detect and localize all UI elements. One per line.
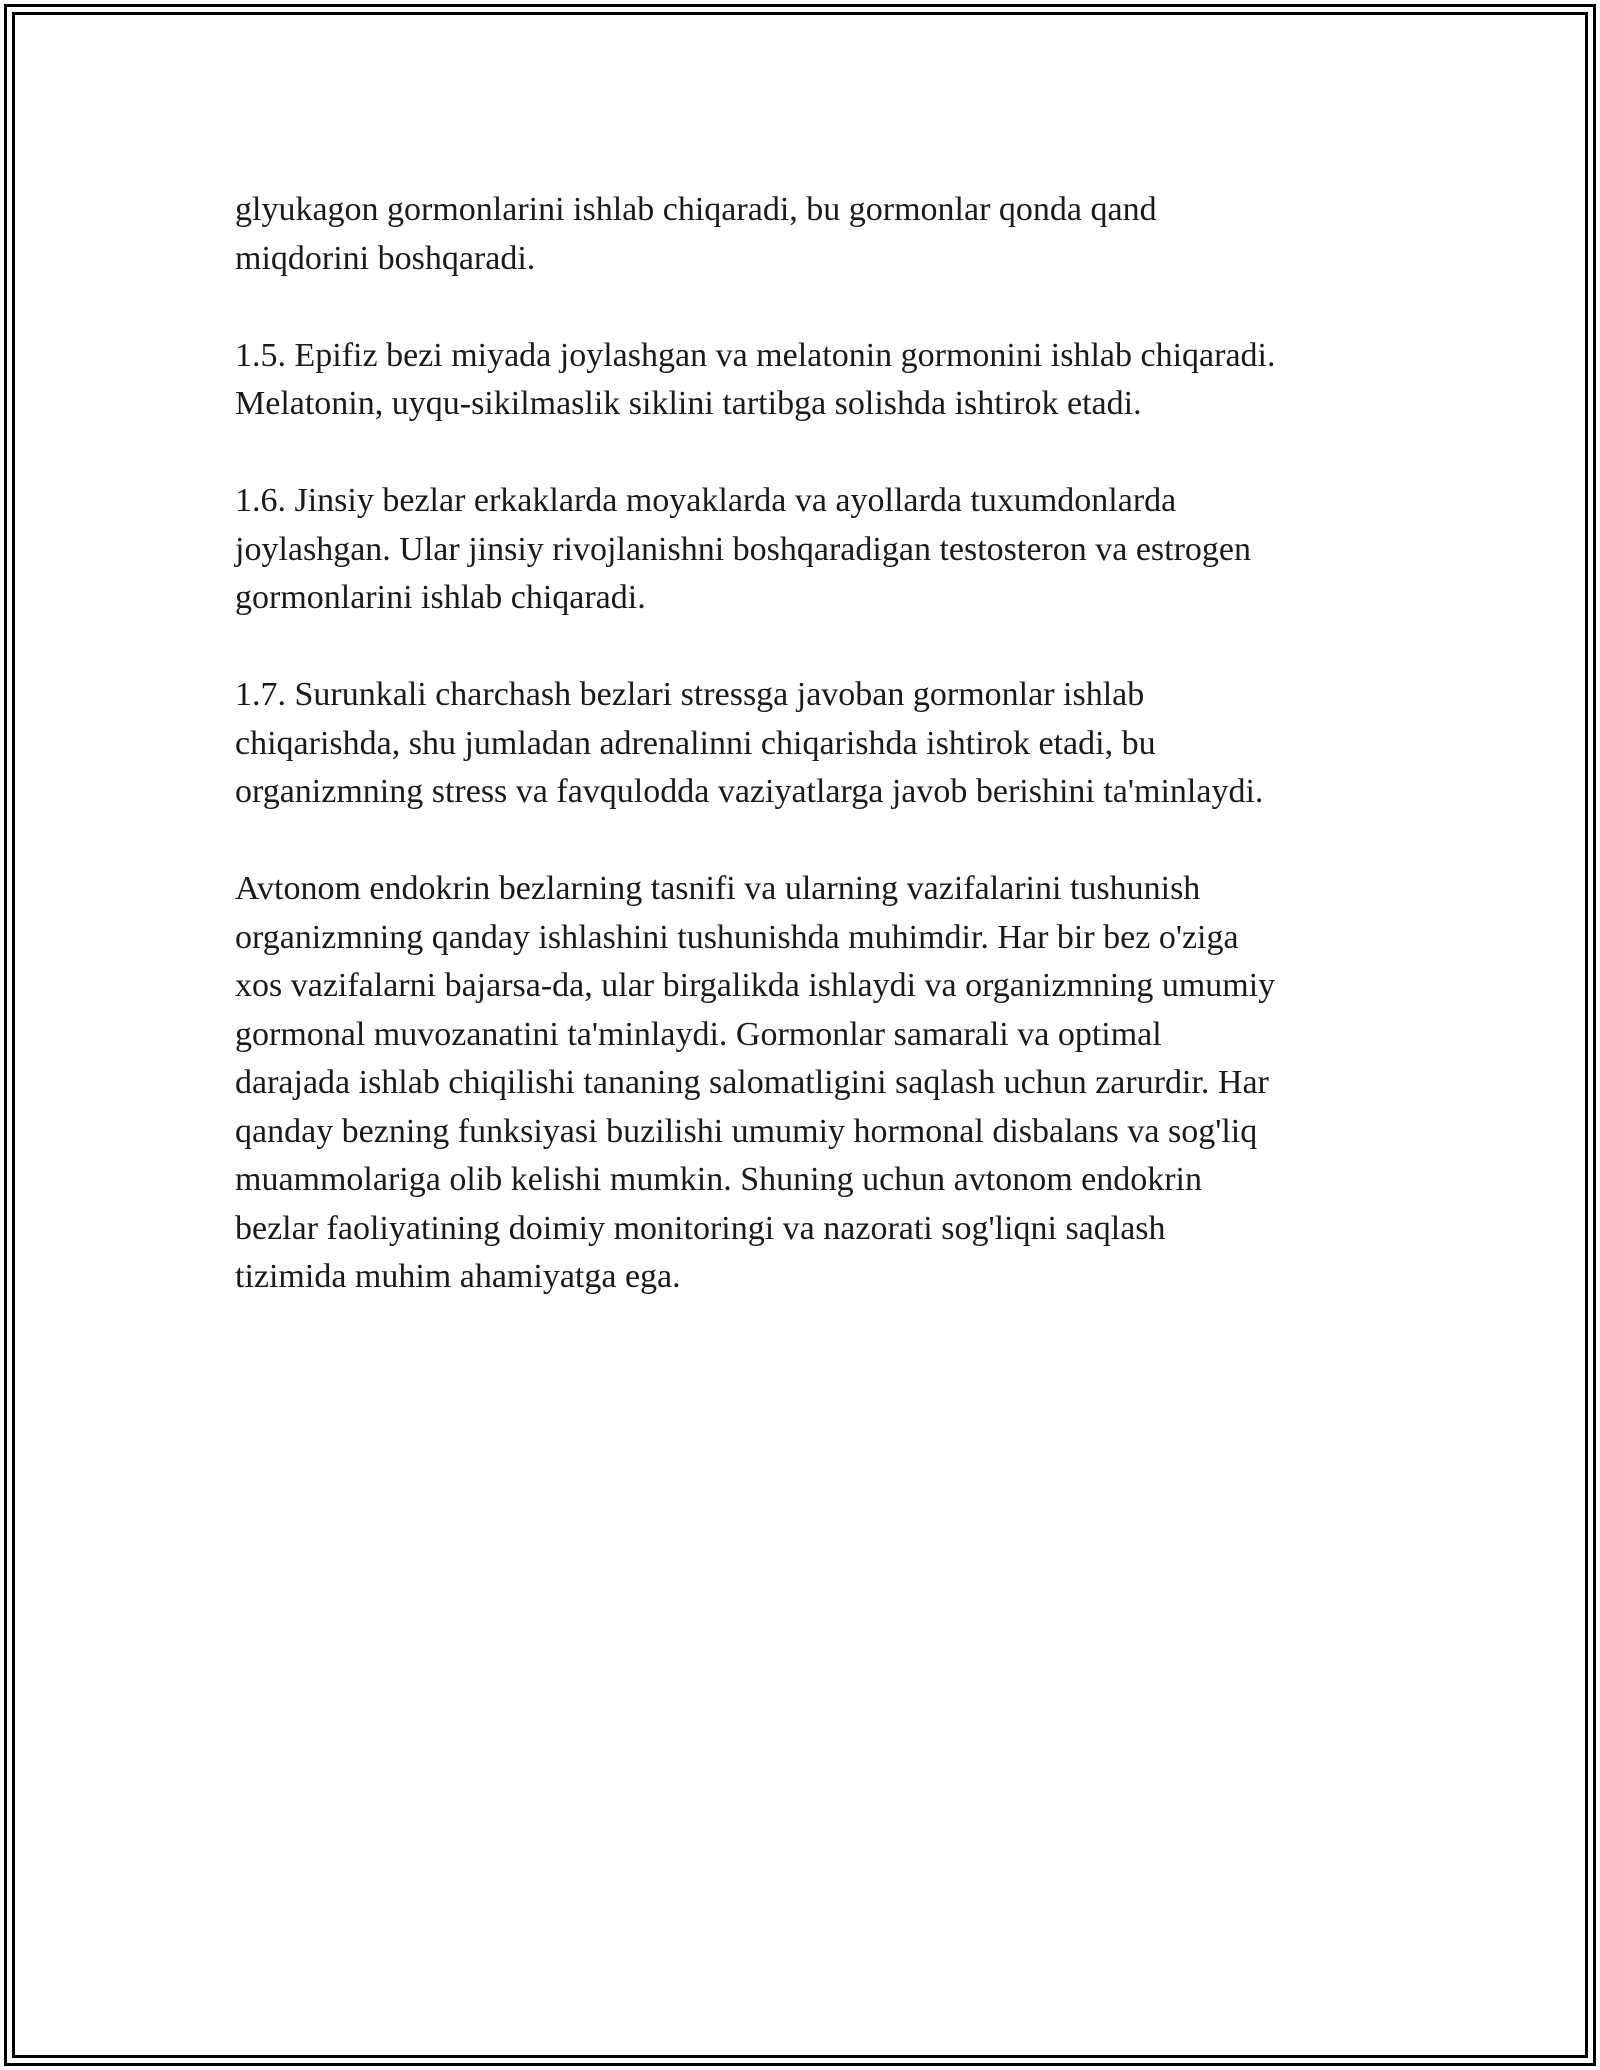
text-line: tizimida muhim ahamiyatga ega.: [235, 1258, 681, 1295]
text-line: Avtonom endokrin bezlarning tasnifi va ularning vazifalarini tushunish: [235, 870, 1201, 907]
text-line: 1.5. Epifiz bezi miyada joylashgan va melatonin gormonini ishlab chiqaradi.: [235, 336, 1276, 374]
text-line: darajada ishlab chiqilishi tananing salomatligini saqlash uchun zarurdir. Har: [235, 1064, 1269, 1101]
paragraph-glyukagon: [235, 186, 1365, 283]
paragraph-1-7-surunkali: [235, 671, 1365, 817]
document-body: [235, 186, 1365, 1350]
text-line: chiqarishda, shu jumladan adrenalinni chiqarishda ishtirok etadi, bu: [235, 724, 1156, 762]
text-line: joylashgan. Ular jinsiy rivojlanishni boshqaradigan testosteron va estrogen: [235, 530, 1252, 568]
text-line: glyukagon gormonlarini ishlab chiqaradi, bu gormonlar qonda qand: [235, 191, 1157, 228]
paragraph-1-6-jinsiy: [235, 477, 1365, 623]
text-line: miqdorini boshqaradi.: [235, 239, 536, 277]
paragraph-conclusion: [235, 865, 1365, 1302]
text-line: Melatonin, uyqu-sikilmaslik siklini tartibga solishda ishtirok etadi.: [235, 385, 1142, 422]
paragraph-1-5-epifiz: [235, 332, 1365, 429]
text-line: gormonal muvozanatini ta'minlaydi. Gormonlar samarali va optimal: [235, 1015, 1162, 1053]
text-line: muammolariga olib kelishi mumkin. Shuning uchun avtonom endokrin: [235, 1161, 1203, 1198]
text-line: xos vazifalarni bajarsa-da, ular birgalikda ishlaydi va organizmning umumiy: [235, 967, 1276, 1004]
text-line: gormonlarini ishlab chiqaradi.: [235, 579, 646, 616]
text-line: qanday bezning funksiyasi buzilishi umumiy hormonal disbalans va sog'liq: [235, 1112, 1258, 1150]
text-line: bezlar faoliyatining doimiy monitoringi va nazorati sog'liqni saqlash: [235, 1209, 1166, 1247]
text-line: 1.7. Surunkali charchash bezlari stressga javoban gormonlar ishlab: [235, 676, 1145, 713]
text-line: organizmning qanday ishlashini tushunishda muhimdir. Har bir bez o'ziga: [235, 918, 1239, 956]
text-line: 1.6. Jinsiy bezlar erkaklarda moyaklarda va ayollarda tuxumdonlarda: [235, 482, 1177, 519]
text-line: organizmning stress va favqulodda vaziyatlarga javob berishini ta'minlaydi.: [235, 773, 1264, 810]
